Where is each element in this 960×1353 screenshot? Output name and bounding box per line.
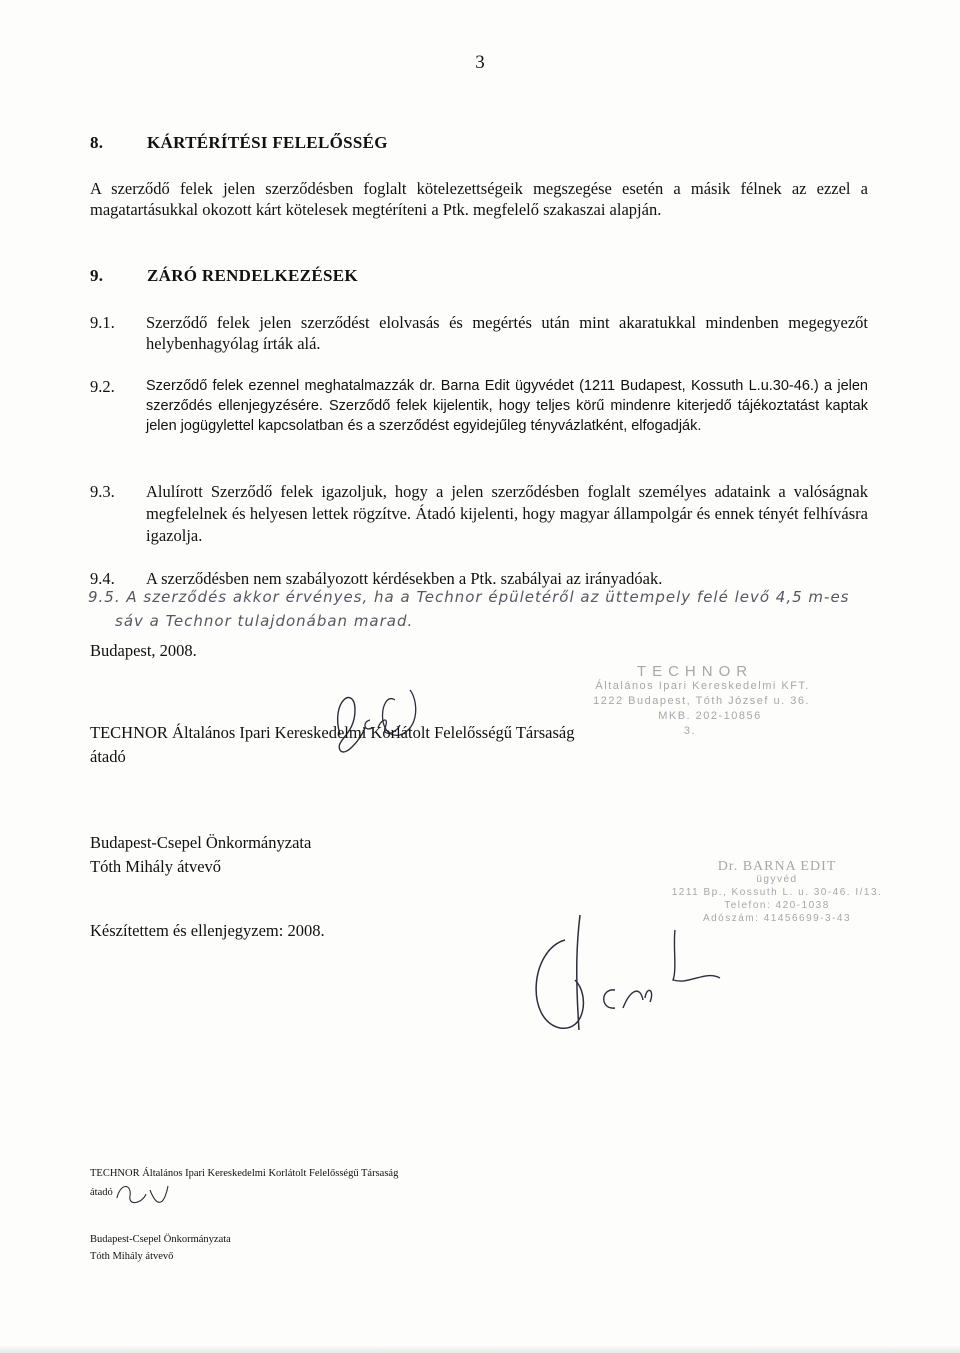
handwritten-clause-9-5-line1: 9.5. A szerződés akkor érvényes, ha a Technor épületéről az üttempely felé levő 4,5 m-es (88, 588, 850, 606)
lawyer-signature-icon (505, 900, 735, 1040)
section-8-number: 8. (90, 133, 104, 152)
scan-edge (0, 1345, 960, 1353)
page-number: 3 (475, 52, 485, 73)
party2-role: Tóth Mihály átvevő (90, 857, 222, 876)
clause-9-2-text: Szerződő felek ezennel meghatalmazzák dr. Barna Edit ügyvédet (1211 Budapest, Kossuth L.u.30-46.) a jelen szerződés ellenjegyzésére. Szerződő felek kijelentik, hogy teljes körű mindenre kiterjedő tájékoztatást kaptak jelen jogügylettel kapcsolatban és a szerződést egyidejűleg tényvázlatként, elfogadják. (146, 378, 868, 434)
barna-stamp-line-3: 1211 Bp., Kossuth L. u. 30-46. I/13. (671, 887, 883, 898)
clause-9-1-number: 9.1. (90, 313, 115, 332)
technor-stamp-line-5: 3. (683, 725, 697, 737)
footer-signature-icon (112, 1178, 182, 1210)
technor-stamp-line-3: 1222 Budapest, Tóth József u. 36. (593, 695, 810, 707)
footer-party2-role: Tóth Mihály átvevő (90, 1251, 174, 1262)
clause-9-3-number: 9.3. (90, 482, 115, 501)
footer-party1-role: átadó (90, 1187, 113, 1198)
party1-role: átadó (90, 747, 126, 766)
barna-stamp-line-1: Dr. BARNA EDIT (717, 859, 837, 874)
section-9-number: 9. (90, 266, 104, 285)
clause-9-1-text: Szerződő felek jelen szerződést elolvasás és megértés után mint akaratukkal mindenben megegyezőt helybenhagyólag írták alá. (146, 313, 868, 353)
countersign-line: Készítettem és ellenjegyzem: 2008. (90, 921, 325, 940)
barna-stamp-line-4: Telefon: 420-1038 (724, 900, 830, 911)
clause-9-2-number: 9.2. (90, 377, 115, 396)
technor-signature-icon (300, 680, 500, 760)
clause-9-4-number: 9.4. (90, 569, 115, 588)
technor-stamp-line-2: Általános Ipari Kereskedelmi KFT. (595, 680, 810, 692)
clause-9-3-text: Alulírott Szerződő felek igazoljuk, hogy a jelen szerződésben foglalt személyes adataink a valóságnak megfelelnek és helyesen lettek rögzítve. Átadó kijelenti, hogy magyar állampolgár és ennek tényét felhívásra igazolja. (146, 482, 868, 545)
footer-party1-name: TECHNOR Általános Ipari Kereskedelmi Korlátolt Felelősségű Társaság (90, 1168, 399, 1179)
technor-stamp-line-1: TECHNOR (636, 663, 754, 680)
barna-stamp-line-5: Adószám: 41456699-3-43 (702, 913, 852, 924)
footer-party2-name: Budapest-Csepel Önkormányzata (90, 1234, 231, 1245)
technor-stamp (540, 664, 810, 739)
handwritten-clause-9-5-line2: sáv a Technor tulajdonában marad. (115, 612, 414, 630)
clause-9-4-text: A szerződésben nem szabályozott kérdésekben a Ptk. szabályai az irányadóak. (146, 569, 663, 588)
barna-stamp-line-2: ügyvéd (756, 874, 798, 885)
section-9-heading: ZÁRÓ RENDELKEZÉSEK (147, 266, 358, 285)
technor-stamp-line-4: MKB. 202-10856 (658, 710, 762, 722)
section-8-heading: KÁRTÉRÍTÉSI FELELŐSSÉG (147, 133, 388, 152)
party1-name: TECHNOR Általános Ipari Kereskedelmi Korlátolt Felelősségű Társaság (90, 723, 575, 742)
section-8-body: A szerződő felek jelen szerződésben foglalt kötelezettségeik megszegése esetén a másik félnek az ezzel a magatartásukkal okozott kárt kötelesek megtéríteni a Ptk. megfelelő szakaszai alapján. (90, 179, 868, 219)
place-date: Budapest, 2008. (90, 641, 197, 660)
party2-name: Budapest-Csepel Önkormányzata (90, 833, 312, 852)
